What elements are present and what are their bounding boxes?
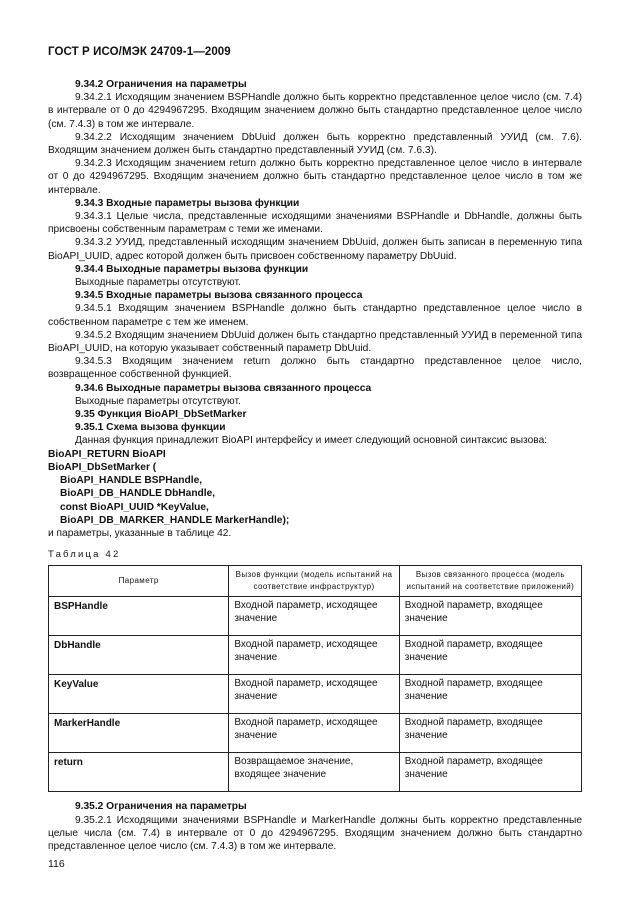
section-heading: 9.34.6 Выходные параметры вызова связанного процесса <box>75 382 372 394</box>
paragraph: 9.35.2.1 Исходящими значениями BSPHandle и MarkerHandle должны быть корректно представленные целые числа (см. 7.4) в интервале от 0 до 4294967295. Входящим значением должно быть стандартно представленное целое число (см. 7.4.3) в том же интервале. <box>48 814 582 852</box>
section-heading: 9.35.2 Ограничения на параметры <box>75 801 247 813</box>
code-line: BioAPI_RETURN BioAPI <box>48 448 166 460</box>
paragraph: 9.34.5.2 Входящим значением DbUuid должен быть стандартно представленный УУИД в переменной типа BioAPI_UUID, на которую указывает собственный параметр DbUuid. <box>48 329 582 355</box>
section-heading: 9.34.5 Входные параметры вызова связанного процесса <box>75 290 363 302</box>
table-cell-param: BSPHandle <box>49 597 229 636</box>
section-heading: 9.35.1 Схема вызова функции <box>75 422 226 434</box>
table-caption: Таблица 42 <box>48 549 121 561</box>
parameters-table <box>48 565 582 792</box>
page-content <box>48 78 582 853</box>
table-cell: Входной параметр, исходящее значение <box>229 714 399 753</box>
table-header-cell: Вызов функции (модель испытаний на соответствие инфраструктур) <box>229 566 399 597</box>
paragraph: 9.34.3.1 Целые числа, представленные исходящими значениями BSPHandle и DbHandle, должны быть присвоены собственным параметрам с теми же именами. <box>48 211 582 236</box>
paragraph: 9.34.2.2 Исходящим значением DbUuid должен быть корректно представленный УУИД (см. 7.6). Входящим значением должен быть стандартно представленный УУИД (см. 7.6.3). <box>48 131 582 157</box>
table-cell-param: MarkerHandle <box>49 714 229 753</box>
table-cell-param: return <box>49 753 229 792</box>
code-line: BioAPI_DB_MARKER_HANDLE MarkerHandle); <box>60 514 290 526</box>
table-row <box>49 753 582 792</box>
table-row <box>49 675 582 714</box>
paragraph: Выходные параметры отсутствуют. <box>75 395 241 407</box>
code-line: BioAPI_HANDLE BSPHandle, <box>60 475 203 487</box>
table-cell-param: KeyValue <box>49 675 229 714</box>
table-cell: Возвращаемое значение, входящее значение <box>229 753 399 792</box>
table-cell-param: DbHandle <box>49 636 229 675</box>
paragraph: 9.34.2.3 Исходящим значением return должно быть корректно представленное целое число в интервале от 0 до 4294967295. Входящим значением должно быть стандартно представленное целое число в том же интервале. <box>48 158 582 196</box>
table-cell: Входной параметр, входящее значение <box>399 753 581 792</box>
paragraph: Выходные параметры отсутствуют. <box>75 277 241 289</box>
paragraph: Данная функция принадлежит BioAPI интерфейсу и имеет следующий основной синтаксис вызова: <box>75 435 548 447</box>
table-cell: Входной параметр, входящее значение <box>399 597 581 636</box>
code-line: BioAPI_DB_HANDLE DbHandle, <box>60 488 216 500</box>
paragraph: 9.34.5.1 Входящим значением BSPHandle должно быть стандартно представленное целое число в собственном параметре с тем же именем. <box>48 303 582 328</box>
table-header-row <box>49 566 582 597</box>
table-cell: Входной параметр, входящее значение <box>399 636 581 675</box>
table-cell: Входной параметр, входящее значение <box>399 675 581 714</box>
page-number: 116 <box>48 858 65 870</box>
paragraph: и параметры, указанные в таблице 42. <box>48 527 232 539</box>
table-row <box>49 597 582 636</box>
table-cell: Входной параметр, исходящее значение <box>229 675 399 714</box>
table-header-cell: Вызов связанного процесса (модель испытаний на соответствие приложений) <box>399 566 581 597</box>
paragraph: 9.34.5.3 Входящим значением return должно быть стандартно представленное целое число, возвращенное собственной функцией. <box>48 356 582 381</box>
section-heading: 9.34.3 Входные параметры вызова функции <box>75 197 300 209</box>
table-cell: Входной параметр, исходящее значение <box>229 597 399 636</box>
table-row <box>49 714 582 753</box>
section-heading: 9.34.4 Выходные параметры вызова функции <box>75 263 309 275</box>
page-header: ГОСТ Р ИСО/МЭК 24709-1—2009 <box>48 46 231 58</box>
table-row <box>49 636 582 675</box>
code-line: BioAPI_DbSetMarker ( <box>48 461 157 473</box>
section-heading: 9.34.2 Ограничения на параметры <box>75 79 247 90</box>
table-cell: Входной параметр, входящее значение <box>399 714 581 753</box>
paragraph: 9.34.2.1 Исходящим значением BSPHandle должно быть корректно представленное целое число (см. 7.4) в интервале от 0 до 4294967295. Входящим значением должно быть стандартно представленное целое число (см. 7.4.3) в том же интервале. <box>48 92 582 130</box>
table-header-cell: Параметр <box>49 566 229 597</box>
paragraph: 9.34.3.2 УУИД, представленный исходящим значением DbUuid, должен быть записан в переменную типа BioAPI_UUID, адрес которой должен быть присвоен собственному параметру DbUuid. <box>48 237 582 262</box>
code-line: const BioAPI_UUID *KeyValue, <box>60 501 209 513</box>
table-cell: Входной параметр, исходящее значение <box>229 636 399 675</box>
section-heading: 9.35 Функция BioAPI_DbSetMarker <box>75 409 247 421</box>
